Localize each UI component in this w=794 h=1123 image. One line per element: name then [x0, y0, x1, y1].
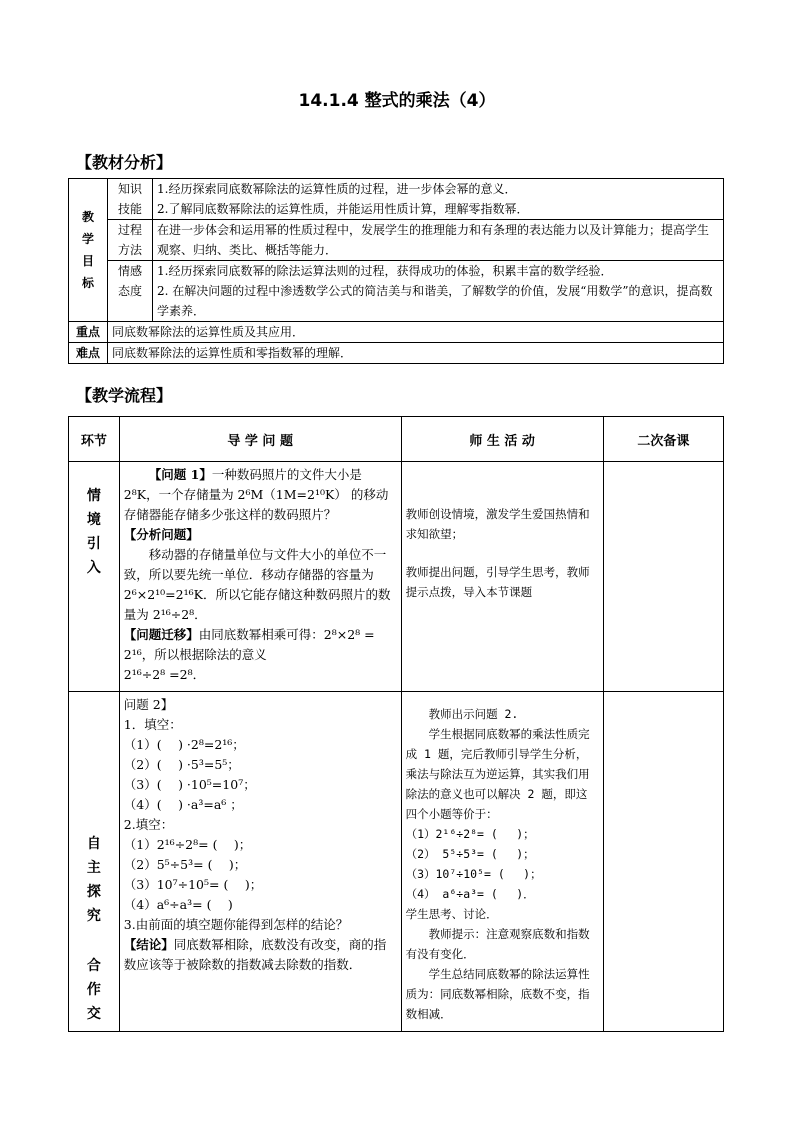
goals-table: [68, 178, 724, 364]
section-heading-analysis: 【教材分析】: [76, 153, 173, 172]
header-stage: 环节: [69, 417, 120, 462]
goal-sub-attitude: 情感 态度: [108, 261, 153, 322]
activity-cell-2: 教师出示问题 2. 学生根据同底数幂的乘法性质完成 1 题，完后教师引导学生分析，乘法与除法互为逆运算，其实我们用除法的意义也可以解决 2 题，即这四个小题等价于： （1）2¹⁶÷2⁸= ( )； （2） 5⁵÷5³= ( )； （3）10⁷÷10⁵= ( )； （4） a⁶÷a³= ( )． 学生思考、讨论． 教师提示：注意观察底数和指数有没有变化． 学生总结同底数幂的除法运算性质为：同底数幂相除，底数不变，指数相减．: [401, 692, 603, 1032]
goal-text-attitude: 1.经历探索同底数幂的除法运算法则的过程，获得成功的体验，积累丰富的数学经验． 2. 在解决问题的过程中渗透数学公式的简洁美与和谐美，了解数学的价值，发展“用数学”的意识，提高数学素养．: [153, 261, 724, 322]
guide-cell-2: 问题 2】 1．填空： （1）( ) ·2⁸=2¹⁶； （2）( ) ·5³=5⁵； （3）( ) ·10⁵=10⁷； （4）( ) ·a³=a⁶ ； 2.填空： （1）2¹⁶÷2⁸= ( )； （2）5⁵÷5³= ( )； （3）10⁷÷10⁵= ( )； （4）a⁶÷a³= ( ) 3.由前面的填空题你能得到怎样的结论？ 【结论】同底数幂相除，底数没有改变，商的指数应该等于被除数的指数减去除数的指数．: [119, 692, 401, 1032]
key-point-label: 重点: [69, 322, 108, 343]
stage-situation: 情 境 引 入: [69, 462, 120, 692]
stage-explore: 自 主 探 究 合 作 交: [69, 692, 120, 1032]
section-heading-flow: 【教学流程】: [76, 386, 173, 405]
goal-text-knowledge: 1.经历探索同底数幂除法的运算性质的过程，进一步体会幂的意义． 2.了解同底数幂除法的运算性质，并能运用性质计算，理解零指数幂．: [153, 179, 724, 220]
prep-cell-1: [603, 462, 723, 692]
header-guide: 导 学 问 题: [119, 417, 401, 462]
difficulty-text: 同底数幂除法的运算性质和零指数幂的理解．: [108, 343, 724, 364]
key-point-text: 同底数幂除法的运算性质及其应用．: [108, 322, 724, 343]
header-prep: 二次备课: [603, 417, 723, 462]
goal-sub-process: 过程 方法: [108, 220, 153, 261]
difficulty-label: 难点: [69, 343, 108, 364]
page-title: 14.1.4 整式的乘法（4）: [298, 91, 496, 111]
prep-cell-2: [603, 692, 723, 1032]
flow-table: [68, 416, 724, 1032]
header-activity: 师 生 活 动: [401, 417, 603, 462]
goals-category: 教 学 目 标: [69, 179, 108, 322]
activity-cell-1: 教师创设情境，激发学生爱国热情和求知欲望； 教师提出问题，引导学生思考，教师提示点拨，导入本节课题: [401, 462, 603, 692]
goal-text-process: 在进一步体会和运用幂的性质过程中，发展学生的推理能力和有条理的表达能力以及计算能力；提高学生观察、归纳、类比、概括等能力．: [153, 220, 724, 261]
goal-sub-knowledge: 知识 技能: [108, 179, 153, 220]
guide-cell-1: 【问题 1】一种数码照片的文件大小是2⁸K，一个存储量为 2⁶M（1M=2¹⁰K） 的移动存储器能存储多少张这样的数码照片？ 【分析问题】 移动器的存储量单位与文件大小的单位不一致，所以要先统一单位．移动存储器的容量为 2⁶×2¹⁰=2¹⁶K．所以它能存储这种数码照片的数量为 2¹⁶÷2⁸． 【问题迁移】由同底数幂相乘可得：2⁸×2⁸ = 2¹⁶，所以根据除法的意义 2¹⁶÷2⁸ =2⁸．: [119, 462, 401, 692]
